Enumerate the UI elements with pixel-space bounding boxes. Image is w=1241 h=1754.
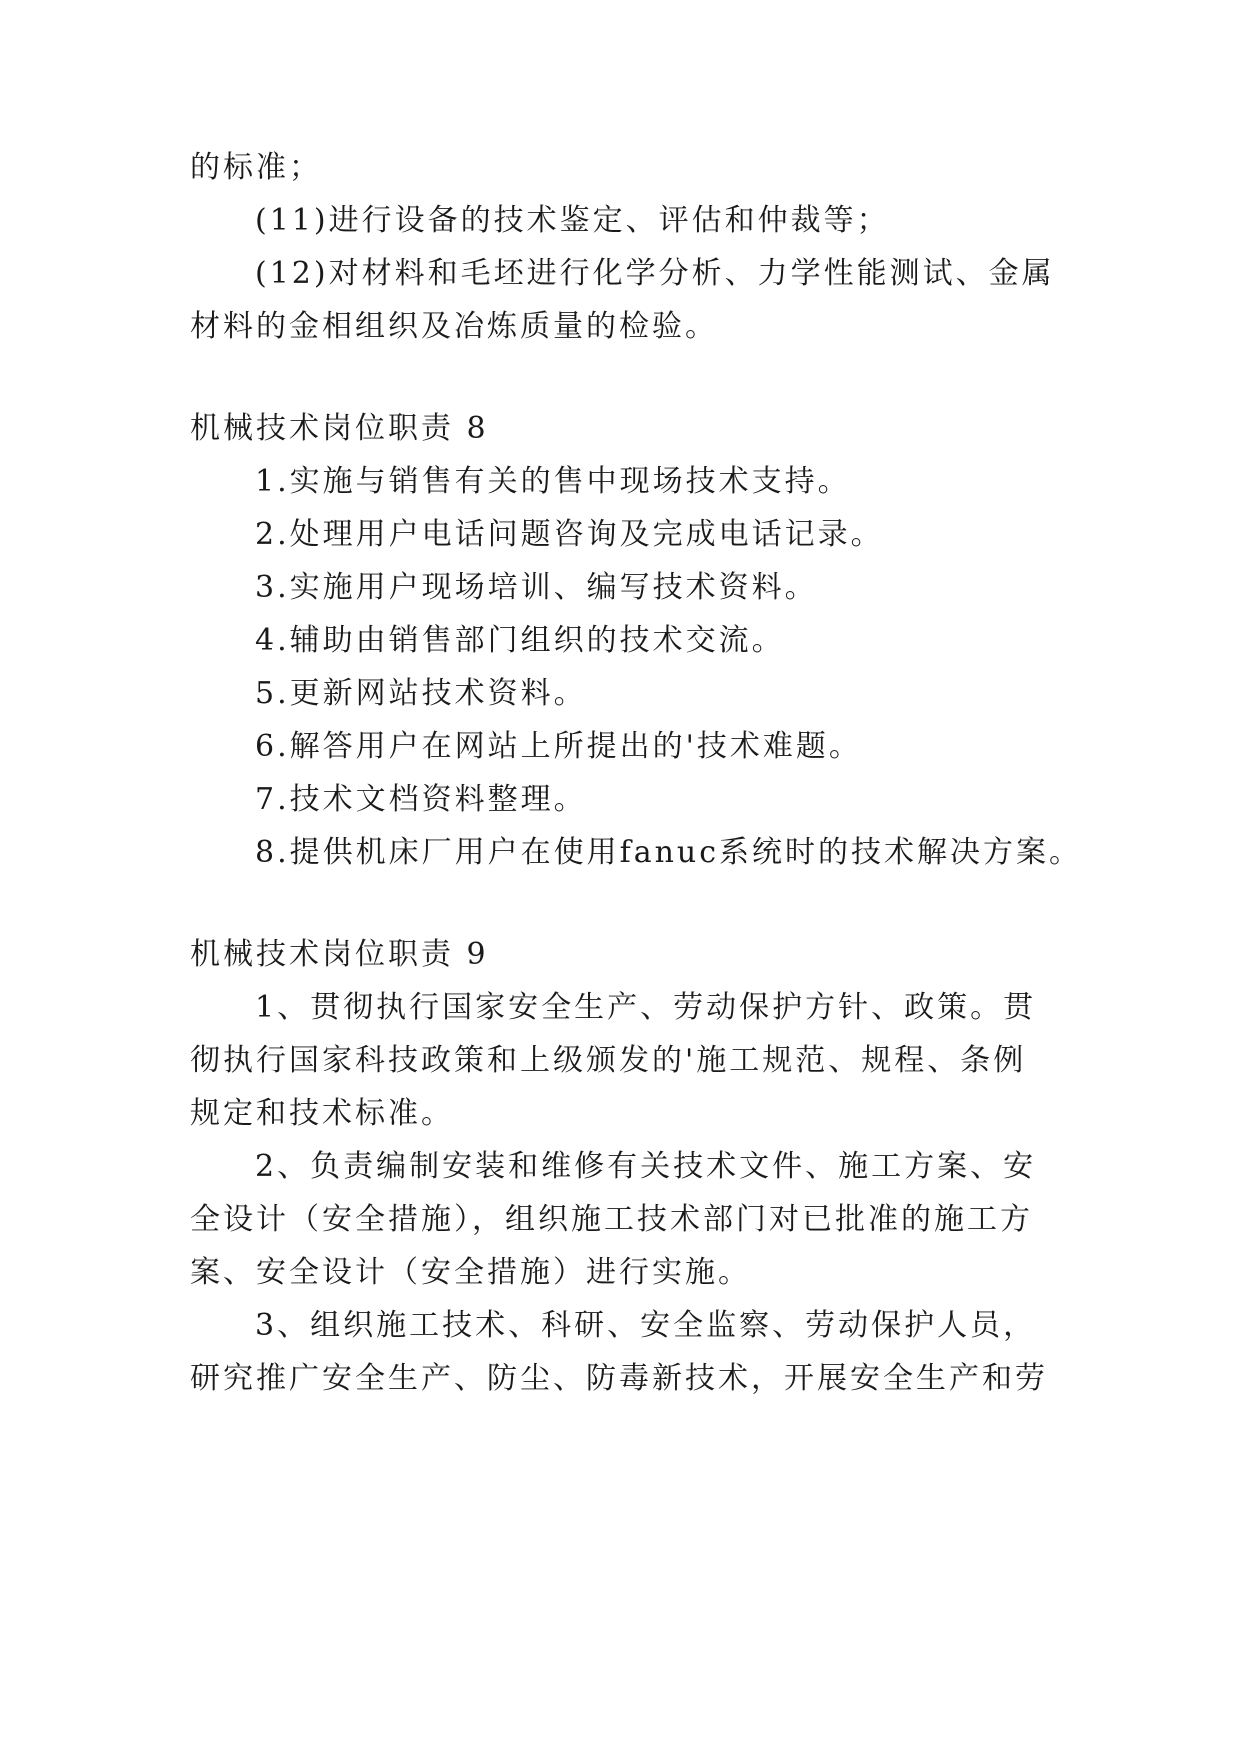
- list-item-line: (11)进行设备的技术鉴定、评估和仲裁等；: [255, 203, 890, 238]
- paragraph-line: 规定和技术标准。: [190, 1096, 454, 1131]
- paragraph-line: 的标准；: [190, 150, 322, 185]
- list-item-line: 5.更新网站技术资料。: [255, 676, 587, 711]
- list-item-line: (12)对材料和毛坯进行化学分析、力学性能测试、金属: [255, 256, 1055, 291]
- section-heading: 机械技术岗位职责 9: [190, 937, 489, 972]
- list-item-line: 2.处理用户电话问题咨询及完成电话记录。: [255, 517, 884, 552]
- list-item-line: 2、负责编制安装和维修有关技术文件、施工方案、安: [255, 1149, 1037, 1184]
- list-item-line: 8.提供机床厂用户在使用fanuc系统时的技术解决方案。: [255, 835, 1083, 870]
- paragraph-line: 研究推广安全生产、防尘、防毒新技术，开展安全生产和劳: [190, 1361, 1048, 1396]
- paragraph-line: 彻执行国家科技政策和上级颁发的'施工规范、规程、条例: [190, 1043, 1027, 1078]
- list-item-line: 1.实施与销售有关的售中现场技术支持。: [255, 464, 851, 499]
- list-item-line: 3.实施用户现场培训、编写技术资料。: [255, 570, 818, 605]
- list-item-line: 3、组织施工技术、科研、安全监察、劳动保护人员，: [255, 1308, 1037, 1343]
- paragraph-line: 全设计（安全措施），组织施工技术部门对已批准的施工方: [190, 1202, 1033, 1237]
- list-item-line: 7.技术文档资料整理。: [255, 782, 587, 817]
- paragraph-line: 材料的金相组织及冶炼质量的检验。: [190, 309, 718, 344]
- list-item-line: 4.辅助由销售部门组织的技术交流。: [255, 623, 785, 658]
- list-item-line: 6.解答用户在网站上所提出的'技术难题。: [255, 729, 862, 764]
- list-item-line: 1、贯彻执行国家安全生产、劳动保护方针、政策。贯: [255, 990, 1037, 1025]
- paragraph-line: 案、安全设计（安全措施）进行实施。: [190, 1255, 751, 1290]
- section-heading: 机械技术岗位职责 8: [190, 411, 489, 446]
